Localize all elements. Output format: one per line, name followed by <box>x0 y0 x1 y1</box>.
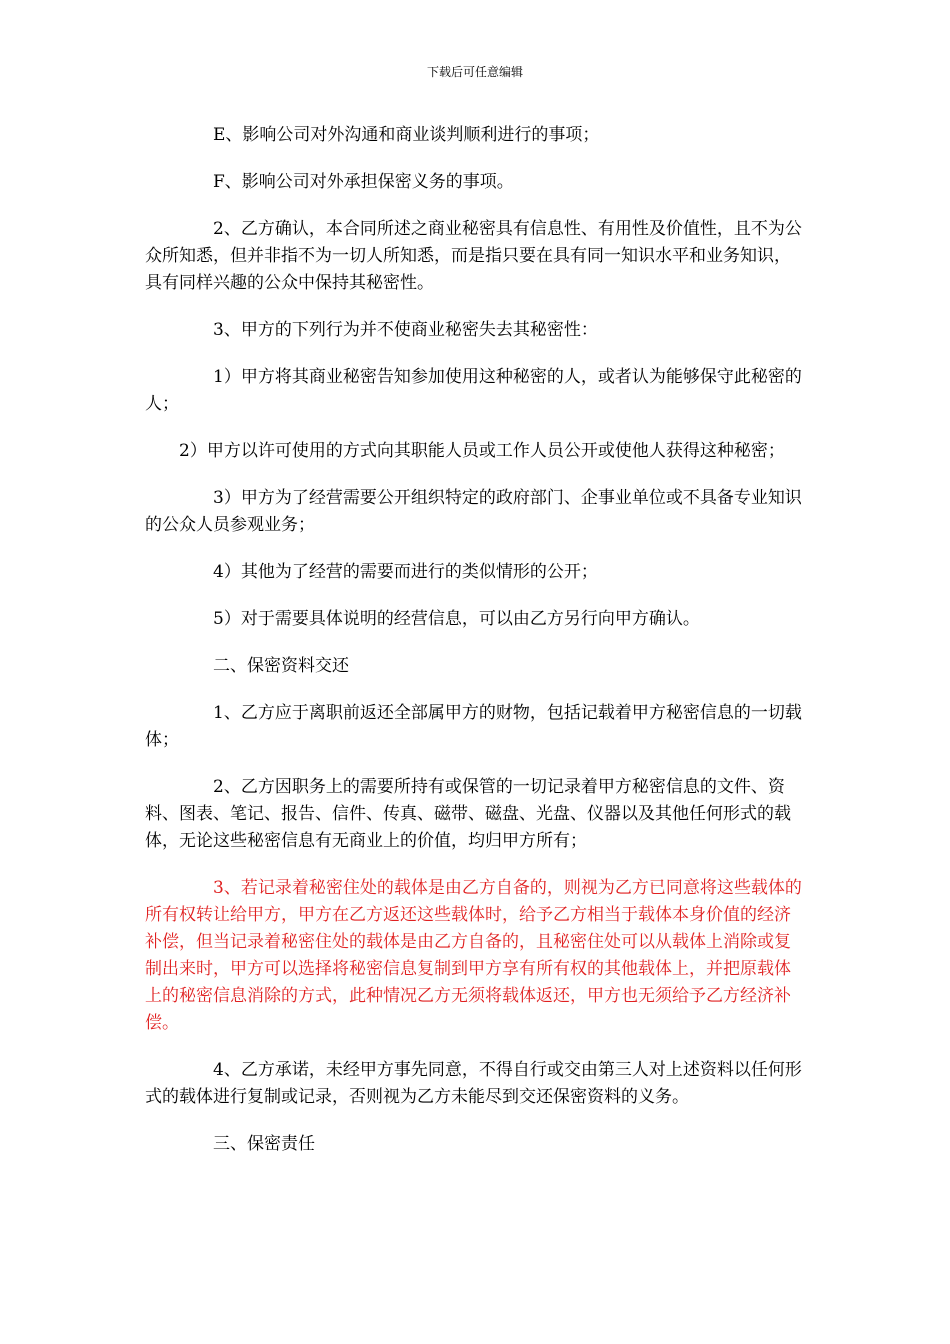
clause-3-intro: 3、甲方的下列行为并不使商业秘密失去其秘密性： <box>213 320 598 340</box>
clause-3-item-5: 5）对于需要具体说明的经营信息，可以由乙方另行向甲方确认。 <box>213 609 700 629</box>
section-heading-3: 三、保密责任 <box>213 1134 315 1154</box>
clause-3-item-3: 3）甲方为了经营需要公开组织特定的政府部门、企事业单位或不具备专业知识的公众人员参观业务； <box>145 488 802 535</box>
return-clause-3-highlighted: 3、若记录着秘密住处的载体是由乙方自备的，则视为乙方已同意将这些载体的所有权转让给甲方，甲方在乙方返还这些载体时，给予乙方相当于载体本身价值的经济补偿，但当记录着秘密住处的载体是由乙方自备的，且秘密住处可以从载体上消除或复制出来时，甲方可以选择将秘密信息复制到甲方享有所有权的其他载体上，并把原载体上的秘密信息消除的方式，此种情况乙方无须将载体返还，甲方也无须给予乙方经济补偿。 <box>145 878 802 1033</box>
return-clause-1: 1、乙方应于离职前返还全部属甲方的财物，包括记载着甲方秘密信息的一切载体； <box>145 703 802 750</box>
document-body <box>145 122 807 1158</box>
page-header: 下载后可任意编辑 <box>426 65 523 79</box>
section-heading-2: 二、保密资料交还 <box>213 656 349 676</box>
clause-3-item-2: 2）甲方以许可使用的方式向其职能人员或工作人员公开或使他人获得这种秘密； <box>179 441 785 461</box>
clause-3-item-4: 4）其他为了经营的需要而进行的类似情形的公开； <box>213 562 598 582</box>
clause-f: F、影响公司对外承担保密义务的事项。 <box>213 172 514 192</box>
return-clause-4: 4、乙方承诺，未经甲方事先同意，不得自行或交由第三人对上述资料以任何形式的载体进行复制或记录，否则视为乙方未能尽到交还保密资料的义务。 <box>145 1060 802 1107</box>
clause-2-confirmation: 2、乙方确认，本合同所述之商业秘密具有信息性、有用性及价值性，且不为公众所知悉，但并非指不为一切人所知悉，而是指只要在具有同一知识水平和业务知识，具有同样兴趣的公众中保持其秘密性。 <box>145 219 802 293</box>
return-clause-2: 2、乙方因职务上的需要所持有或保管的一切记录着甲方秘密信息的文件、资料、图表、笔记、报告、信件、传真、磁带、磁盘、光盘、仪器以及其他任何形式的载体，无论这些秘密信息有无商业上的价值，均归甲方所有； <box>145 777 791 851</box>
clause-3-item-1: 1）甲方将其商业秘密告知参加使用这种秘密的人，或者认为能够保守此秘密的人； <box>145 367 802 414</box>
clause-e: E、影响公司对外沟通和商业谈判顺利进行的事项； <box>213 125 600 145</box>
